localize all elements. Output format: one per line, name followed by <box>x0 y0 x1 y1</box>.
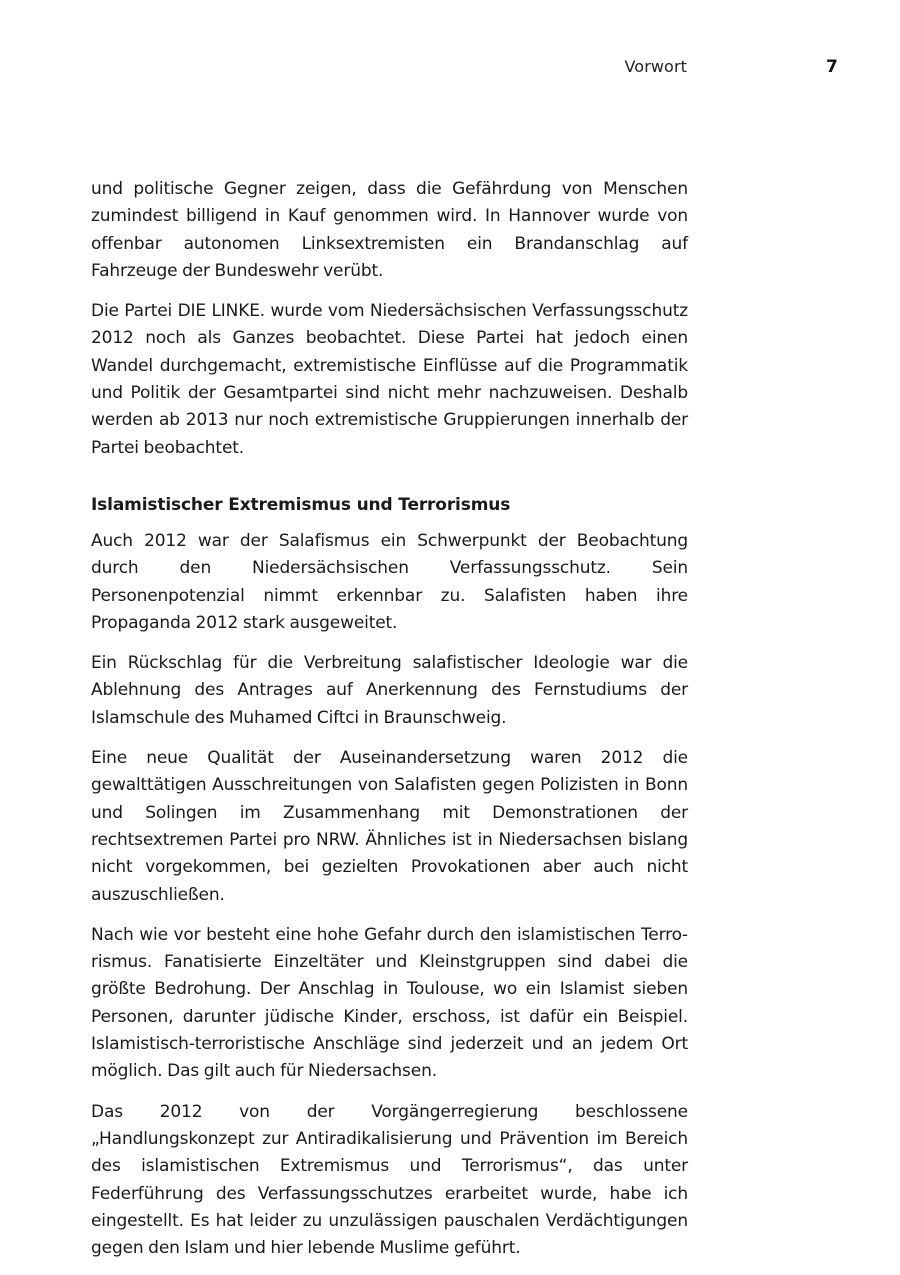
section-title: Vorwort <box>624 57 687 76</box>
page-number: 7 <box>826 57 838 77</box>
paragraph: Auch 2012 war der Salafismus ein Schwerpunkt der Beobachtung durch den Niedersächsischen Verfassungsschutz. Sein Personenpotenzial nimmt erkennbar zu. Salafisten haben ihre Propaganda 2012 stark ausgeweitet. <box>91 530 688 633</box>
paragraph: Die Partei DIE LINKE. wurde vom Niedersächsischen Verfassungsschutz 2012 noch als Ganzes beobachtet. Diese Partei hat jedoch einen Wandel durchgemacht, extremistische Einflüsse auf die Programmatik und Politik der Gesamtpartei sind nicht mehr nachzuweisen. Deshalb werden ab 2013 nur noch extremistische Gruppierungen innerhalb der Partei beobachtet. <box>91 301 688 458</box>
paragraph: Nach wie vor besteht eine hohe Gefahr durch den islamistischen Terrorismus. Fanatisierte Einzeltäter und Kleinstgruppen sind dabei die größte Bedrohung. Der Anschlag in Toulouse, wo ein Islamist sieben Personen, darunter jüdische Kinder, erschoss, ist dafür ein Beispiel. Islamistisch-terroristische Anschläge sind jederzeit und an jedem Ort möglich. Das gilt auch für Niedersachsen. <box>91 924 688 1082</box>
body-text <box>91 176 688 1275</box>
paragraph: und politische Gegner zeigen, dass die Gefährdung von Menschen zumindest billigend in Kauf genommen wird. In Hannover wurde von offenbar autonomen Linksextremisten ein Brandanschlag auf Fahrzeuge der Bundeswehr verübt. <box>91 179 688 281</box>
paragraph: Das 2012 von der Vorgängerregierung beschlossene „Handlungskonzept zur Antiradikalisierung und Prävention im Bereich des islamistischen Extremismus und Terrorismus“, das unter Federführung des Verfassungsschutzes erarbeitet wurde, habe ich eingestellt. Es hat leider zu unzulässigen pauschalen Verdächtigungen gegen den Islam und hier lebende Muslime geführt. <box>91 1101 688 1259</box>
paragraph: Ein Rückschlag für die Verbreitung salafistischer Ideologie war die Ablehnung des Antrages auf Anerkennung des Fernstudiums der Islamschule des Muhamed Ciftci in Braunschweig. <box>91 653 688 728</box>
section-heading: Islamistischer Extremismus und Terrorismus <box>91 494 511 515</box>
running-header <box>0 57 900 81</box>
paragraph: Eine neue Qualität der Auseinandersetzung waren 2012 die gewalttätigen Ausschreitungen von Salafisten gegen Polizisten in Bonn und Solingen im Zusammenhang mit Demonstrationen der rechtsextremen Partei pro NRW. Ähnliches ist in Niedersachsen bislang nicht vorgekommen, bei gezielten Provokationen aber auch nicht auszuschließen. <box>91 748 688 905</box>
